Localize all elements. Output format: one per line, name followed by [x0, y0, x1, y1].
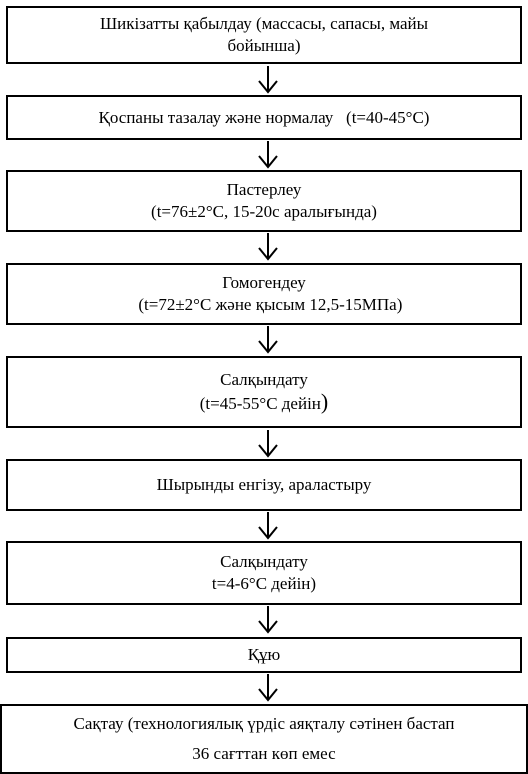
step-7-line-1: Салқындату	[220, 552, 308, 571]
arrow-down-icon	[256, 233, 280, 261]
step-9-line-2: 36 сағттан көп емес	[192, 744, 336, 763]
step-4-line-2: (t=72±2°С және қысым 12,5-15МПа)	[125, 295, 403, 314]
step-4-line-1: Гомогендеу	[222, 273, 306, 292]
arrow-down-icon	[256, 141, 280, 169]
step-5-line-2-text: (t=45-55°С дейін	[199, 394, 321, 413]
step-1-line-2: бойынша)	[227, 36, 301, 55]
step-5-closing-paren: )	[320, 389, 329, 414]
step-9-storage	[0, 704, 528, 774]
step-5-cooling-45-55	[6, 356, 522, 428]
step-2-cleaning-normalizing	[6, 95, 522, 140]
step-8-filling	[6, 637, 522, 673]
step-3-pasteurization	[6, 170, 522, 232]
arrow-down-icon	[256, 606, 280, 634]
step-3-line-1: Пастерлеу	[226, 180, 302, 199]
arrow-down-icon	[256, 674, 280, 702]
step-9-line-1: Сақтау (технологиялық үрдіс аяқталу сәтінен бастап	[73, 714, 455, 733]
step-6-line-1: Шырынды енгізу, араластыру	[156, 475, 372, 494]
step-8-line-1: Құю	[247, 645, 281, 664]
arrow-down-icon	[256, 512, 280, 540]
step-5-line-1: Салқындату	[220, 370, 308, 389]
step-6-juice-mixing	[6, 459, 522, 511]
step-7-cooling-4-6	[6, 541, 522, 605]
arrow-down-icon	[256, 66, 280, 94]
arrow-down-icon	[256, 430, 280, 458]
step-5-line-2	[200, 391, 328, 415]
step-4-homogenization	[6, 263, 522, 325]
step-1-receiving	[6, 6, 522, 64]
step-3-line-2: (t=76±2°С, 15-20с аралығында)	[151, 202, 377, 221]
step-1-line-1: Шикізатты қабылдау (массасы, сапасы, майы	[99, 14, 429, 33]
arrow-down-icon	[256, 326, 280, 354]
step-2-line-1: Қоспаны тазалау және нормалау (t=40-45°С)	[98, 107, 430, 127]
step-7-line-2: t=4-6°С дейін)	[211, 574, 317, 593]
